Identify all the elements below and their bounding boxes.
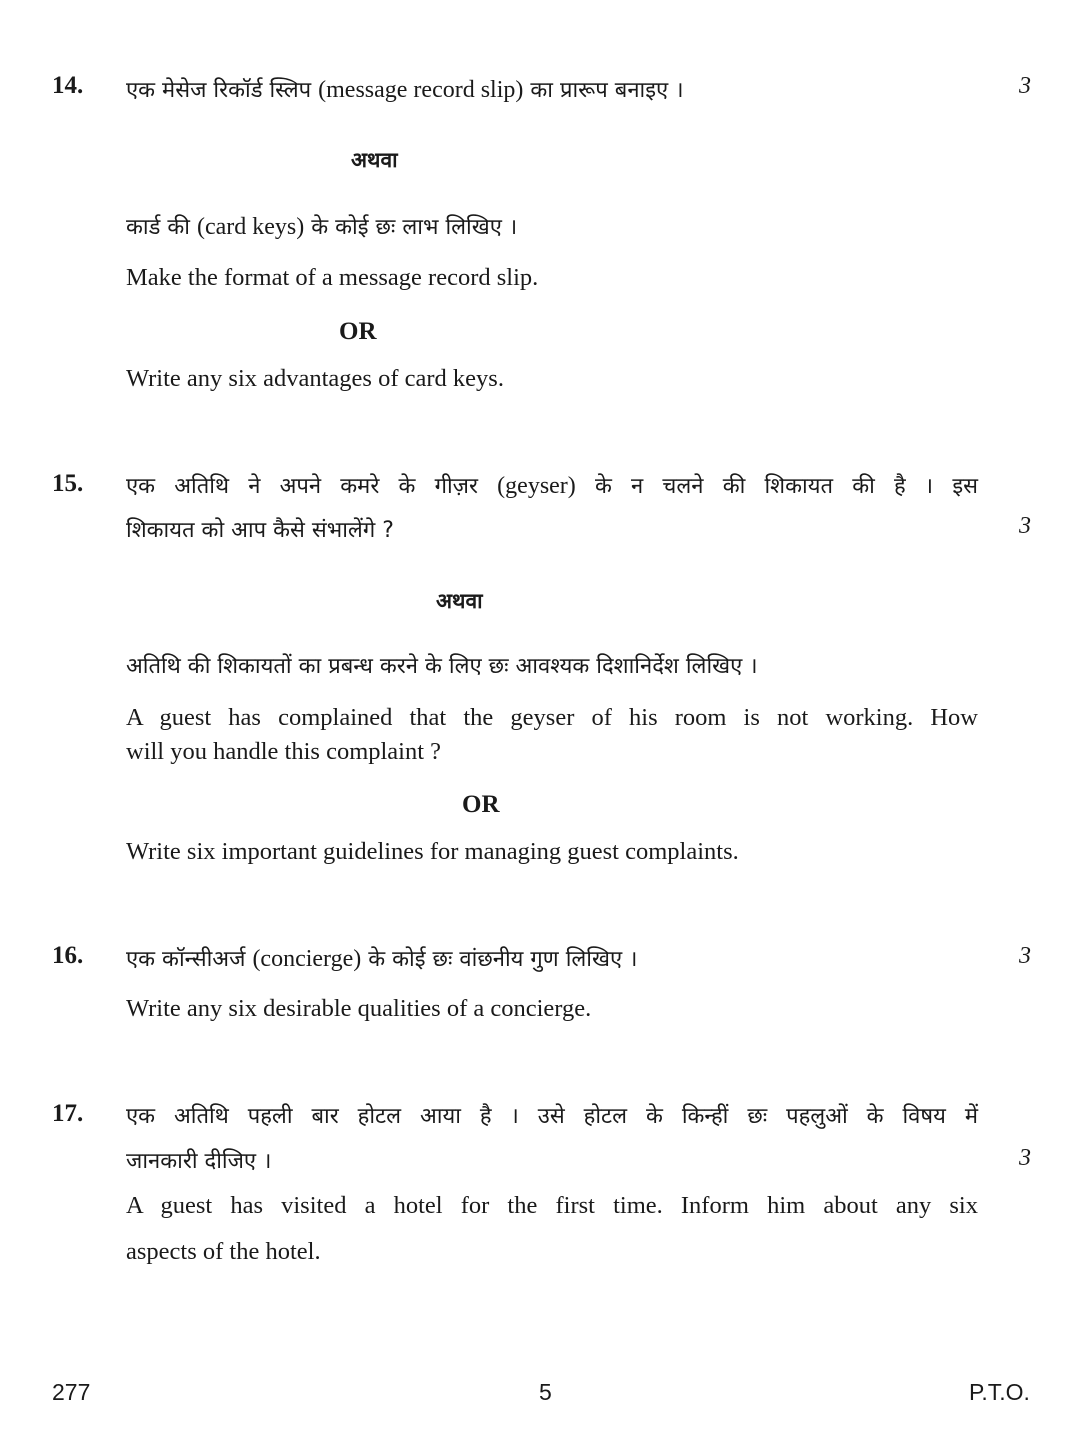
paper-code: 277: [52, 1379, 91, 1405]
question-number: 14.: [52, 72, 84, 99]
hindi-text-part: के न चलने की शिकायत की है । इस: [575, 474, 978, 499]
or-label-english: OR: [462, 791, 500, 818]
please-turn-over: P.T.O.: [969, 1379, 1030, 1405]
question-marks: 3: [1019, 1145, 1031, 1171]
question-hindi-text: [126, 74, 684, 104]
question-hindi-text-line: जानकारी दीजिए ।: [126, 1149, 272, 1174]
question-number: 17.: [52, 1100, 84, 1127]
page-number: 5: [539, 1379, 552, 1405]
question-english-text-line: A guest has visited a hotel for the first time. Inform him about any six: [126, 1192, 978, 1219]
hindi-text-part: एक अतिथि ने अपने कमरे के गीज़र: [126, 474, 498, 499]
question-number: 15.: [52, 470, 84, 497]
question-english-text-line: A guest has complained that the geyser of his room is not working. How: [126, 704, 978, 731]
hindi-latin-term: (concierge): [252, 946, 362, 972]
question-marks: 3: [1019, 73, 1031, 99]
or-label-hindi: अथवा: [351, 148, 398, 172]
question-hindi-text-line: एक अतिथि पहली बार होटल आया है । उसे होटल के किन्हीं छः पहलुओं के विषय में: [126, 1104, 978, 1129]
or-label-hindi: अथवा: [436, 589, 483, 613]
hindi-latin-term: (card keys): [196, 214, 305, 240]
question-english-alternative: Write any six advantages of card keys.: [126, 365, 504, 392]
question-hindi-text-line: शिकायत को आप कैसे संभालेंगे ?: [126, 518, 394, 543]
question-hindi-alternative: अतिथि की शिकायतों का प्रबन्ध करने के लिए छः आवश्यक दिशानिर्देश लिखिए ।: [126, 654, 758, 679]
or-label-english: OR: [339, 318, 377, 345]
hindi-text-part: एक कॉन्सीअर्ज: [126, 947, 253, 972]
hindi-text-part: एक मेसेज रिकॉर्ड स्लिप: [126, 78, 319, 103]
question-english-text: Write any six desirable qualities of a concierge.: [126, 995, 592, 1022]
hindi-text-part: कार्ड की: [126, 215, 197, 240]
hindi-text-part: के कोई छः लाभ लिखिए ।: [304, 215, 518, 240]
question-marks: 3: [1019, 513, 1031, 539]
question-number: 16.: [52, 942, 84, 969]
hindi-latin-term: (message record slip): [318, 77, 524, 103]
hindi-text-part: के कोई छः वांछनीय गुण लिखिए ।: [361, 947, 638, 972]
hindi-text-part: का प्रारूप बनाइए ।: [523, 78, 684, 103]
question-english-text: Make the format of a message record slip.: [126, 264, 539, 291]
question-hindi-alternative: [126, 211, 517, 241]
hindi-latin-term: (geyser): [497, 473, 576, 499]
question-marks: 3: [1019, 943, 1031, 969]
question-english-alternative: Write six important guidelines for managing guest complaints.: [126, 838, 739, 865]
question-hindi-text-line: [126, 470, 978, 500]
question-hindi-text: [126, 943, 638, 973]
question-english-text-line: will you handle this complaint ?: [126, 738, 442, 765]
question-english-text-line: aspects of the hotel.: [126, 1238, 321, 1265]
